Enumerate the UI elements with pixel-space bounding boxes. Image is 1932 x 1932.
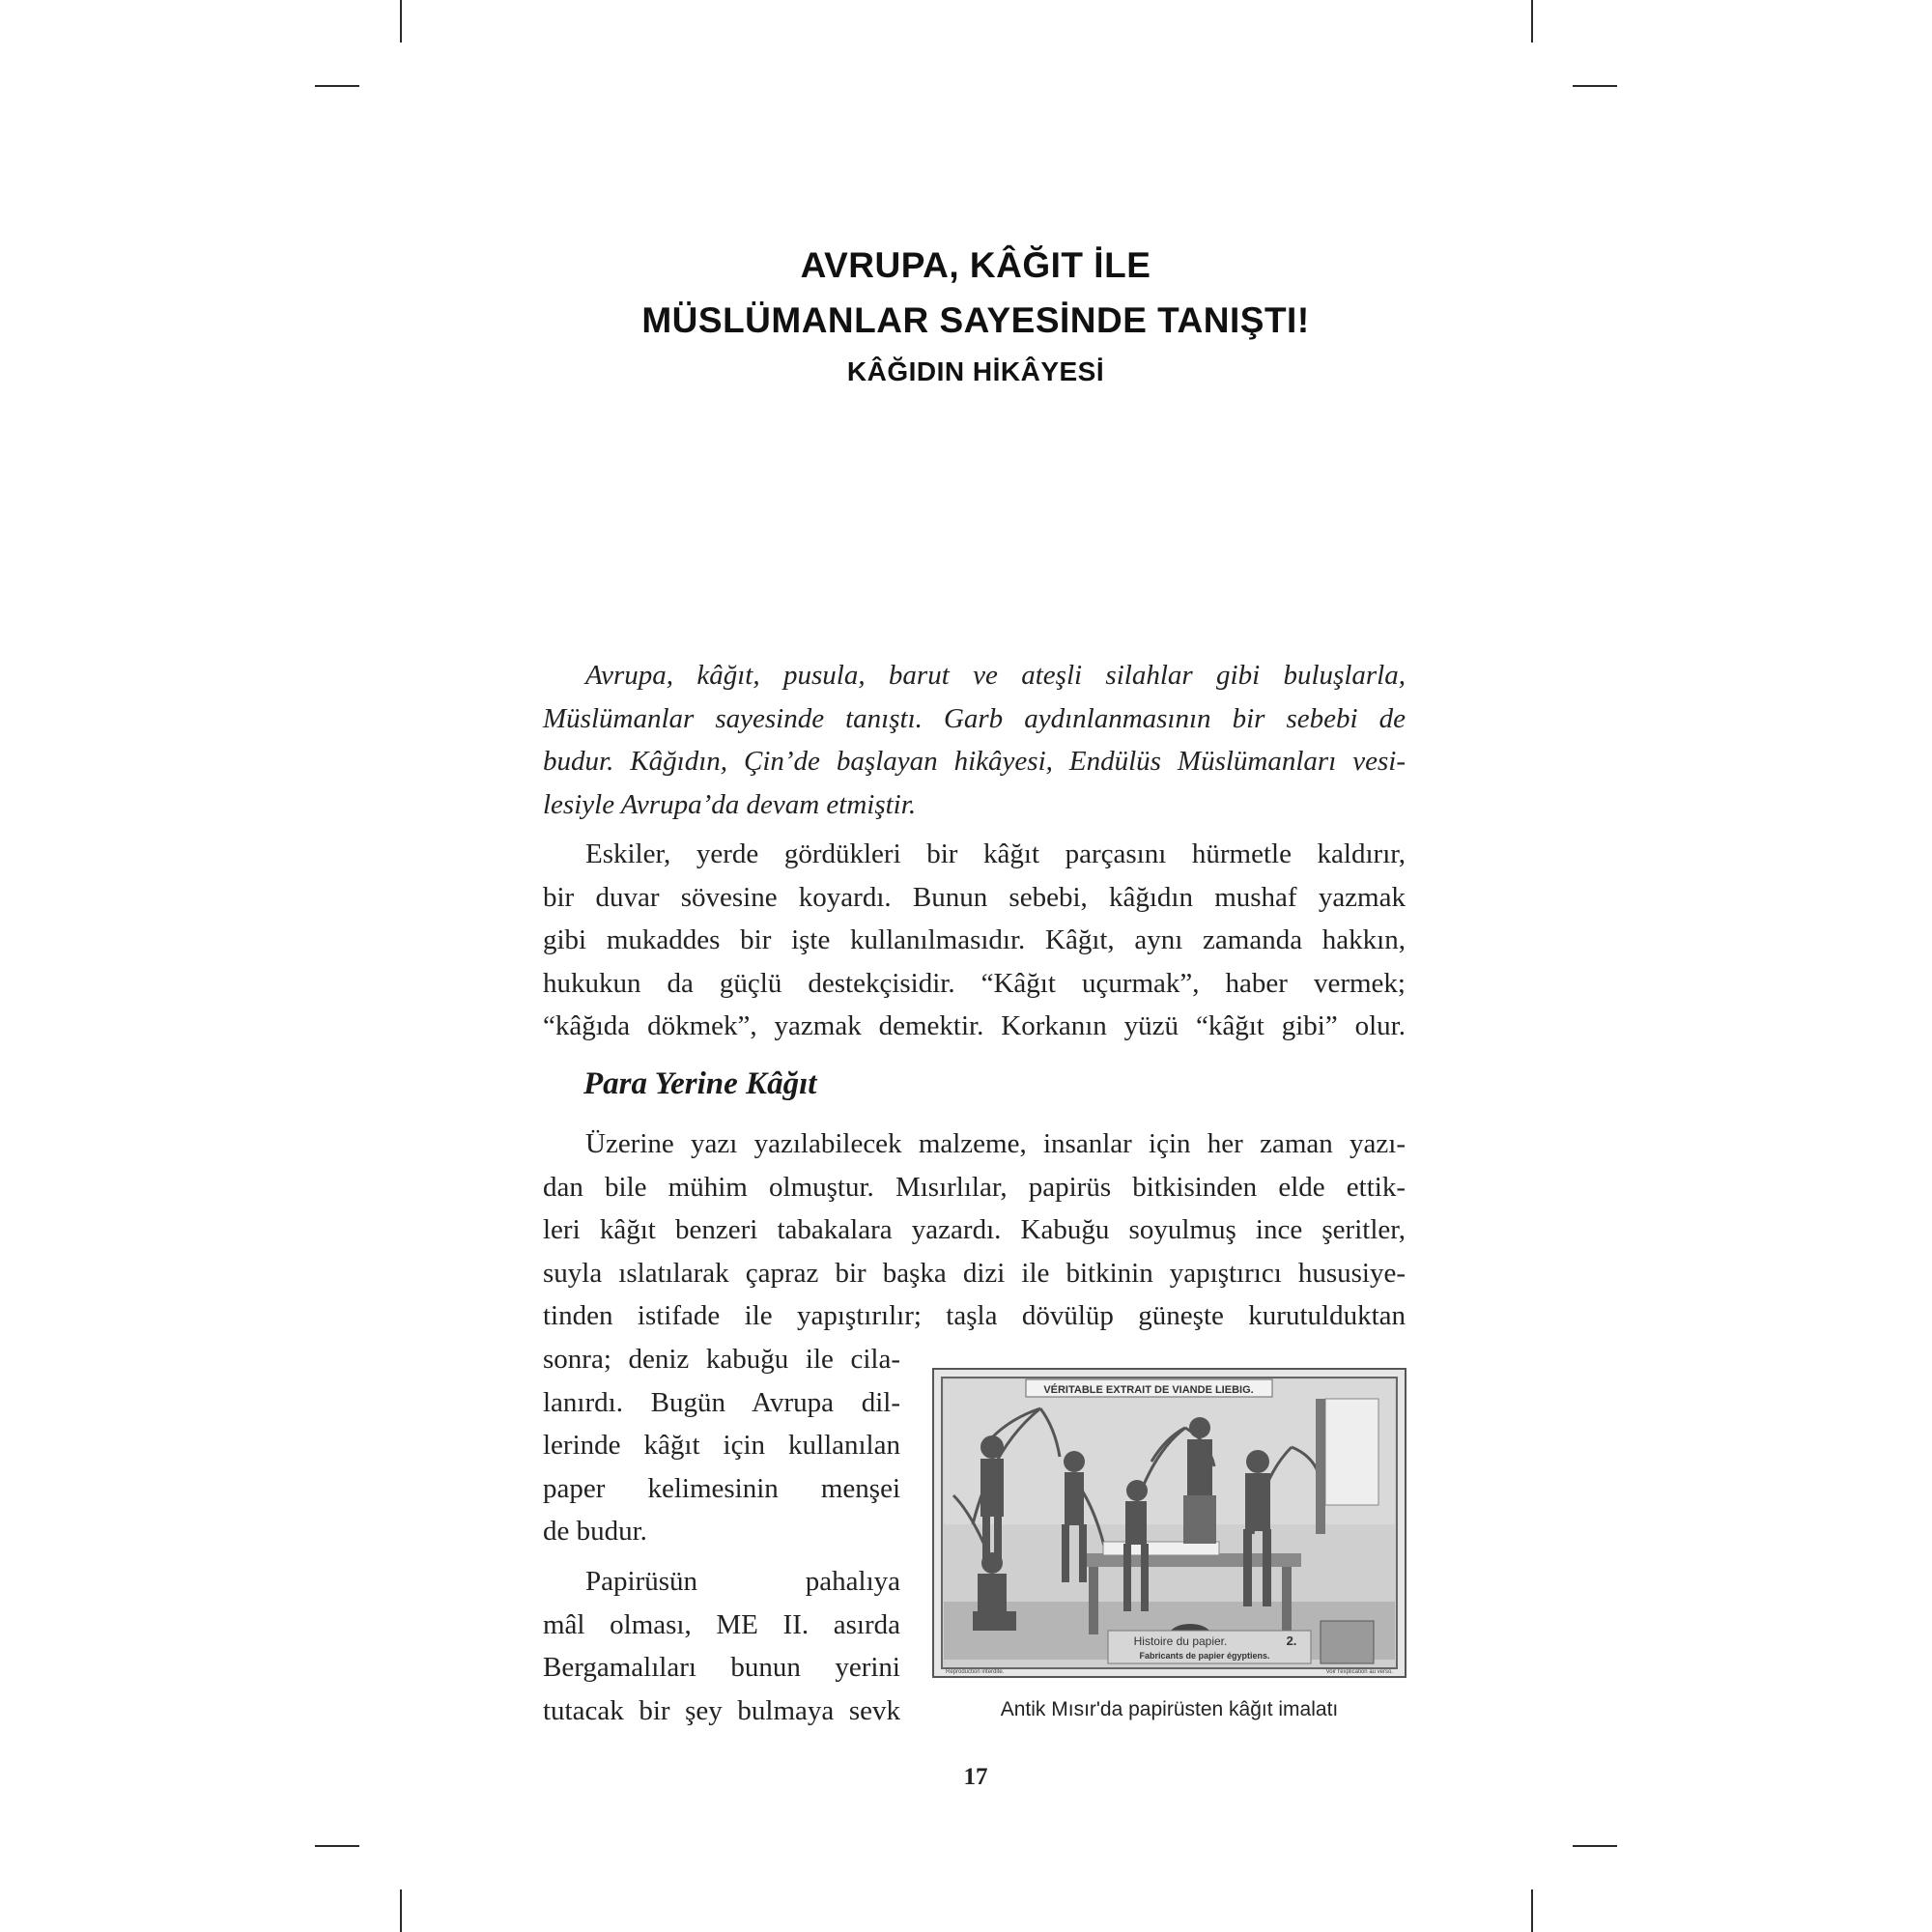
intro-line: lesiyle Avrupa’da devam etmiştir. <box>543 788 917 820</box>
illustration-footer-right: Voir l’explication au verso. <box>1325 1669 1393 1675</box>
body-line: Eskiler, yerde gördükleri bir kâğıt parçasını hürmetle kaldırır, <box>585 838 1406 869</box>
illustration-banner-text: VÉRITABLE EXTRAIT DE VIANDE LIEBIG. <box>1043 1384 1254 1396</box>
body-line: tutacak bir şey bulmaya sevk <box>543 1694 900 1726</box>
chapter-title <box>541 238 1410 396</box>
chapter-subtitle: KÂĞIDIN HİKÂYESİ <box>846 356 1105 386</box>
figure-caption: Antik Mısır'da papirüsten kâğıt imalatı <box>1000 1698 1339 1720</box>
intro-line: budur. Kâğıdın, Çin’de başlayan hikâyesi, Endülüs Müslümanları vesi- <box>543 746 1406 778</box>
crop-mark-top-left <box>400 0 402 43</box>
illustration-artwork <box>934 1370 1405 1676</box>
body-line: paper kelimesinin menşei <box>543 1472 900 1504</box>
illustration-papyrus-making <box>932 1368 1406 1678</box>
body-line: bir duvar sövesine koyardı. Bunun sebebi, kâğıdın mushaf yazmak <box>543 881 1406 913</box>
body-paragraph-2-continued <box>543 1338 900 1553</box>
body-line: Bergamalıları bunun yerini <box>543 1652 900 1684</box>
illustration-number-text: 2. <box>1286 1634 1297 1648</box>
body-line: dan bile mühim olmuştur. Mısırlılar, papirüs bitkisinden elde ettik- <box>543 1171 1406 1203</box>
title-line-2: MÜSLÜMANLAR SAYESİNDE TANIŞTI! <box>641 300 1310 340</box>
illustration-title-text: Histoire du papier. <box>1133 1634 1228 1648</box>
body-line: hukukun da güçlü destekçisidir. “Kâğıt uçurmak”, haber vermek; <box>543 967 1406 999</box>
illustration-footer-left: Reproduction interdite. <box>946 1669 1005 1675</box>
body-paragraph-2 <box>543 1122 1406 1338</box>
intro-line: Müslümanlar sayesinde tanıştı. Garb aydınlanmasının bir sebebi de <box>543 702 1406 734</box>
body-line: mâl olması, ME II. asırda <box>543 1608 900 1640</box>
section-heading: Para Yerine Kâğıt <box>583 1066 817 1101</box>
crop-mark-bottom-left <box>400 1889 402 1932</box>
intro-line: Avrupa, kâğıt, pusula, barut ve ateşli silahlar gibi buluşlarla, <box>585 660 1406 691</box>
body-line: sonra; deniz kabuğu ile cila- <box>543 1344 900 1375</box>
crop-mark-bottom-left-h <box>315 1845 359 1847</box>
body-line: Üzerine yazı yazılabilecek malzeme, insanlar için her zaman yazı- <box>585 1128 1406 1159</box>
body-line: leri kâğıt benzeri tabakalara yazardı. Kabuğu soyulmuş ince şeritler, <box>543 1214 1406 1246</box>
crop-mark-top-left-h <box>315 85 359 87</box>
body-line: “kâğıda dökmek”, yazmak demektir. Korkanın yüzü “kâğıt gibi” olur. <box>543 1010 1406 1042</box>
body-line: de budur. <box>543 1516 647 1548</box>
body-line: lanırdı. Bugün Avrupa dil- <box>543 1386 900 1418</box>
body-paragraph-1 <box>543 833 1406 1048</box>
crop-mark-top-right <box>1531 0 1533 43</box>
body-line: suyla ıslatılarak çapraz bir başka dizi ile bitkinin yapıştırıcı hususiye- <box>543 1257 1406 1289</box>
body-paragraph-3 <box>543 1560 900 1732</box>
page-number: 17 <box>963 1764 988 1790</box>
body-line: gibi mukaddes bir işte kullanılmasıdır. Kâğıt, aynı zamanda hakkın, <box>543 924 1406 956</box>
crop-mark-top-right-h <box>1573 85 1617 87</box>
body-line: Papirüsün pahalıya <box>585 1566 900 1597</box>
crop-mark-bottom-right <box>1531 1889 1533 1932</box>
crop-mark-bottom-right-h <box>1573 1845 1617 1847</box>
body-line: tinden istifade ile yapıştırılır; taşla dövülüp güneşte kurutulduktan <box>543 1300 1406 1332</box>
body-line: lerinde kâğıt için kullanılan <box>543 1430 900 1462</box>
title-line-1: AVRUPA, KÂĞIT İLE <box>800 245 1151 285</box>
intro-paragraph <box>543 654 1406 826</box>
illustration-subtitle-text: Fabricants de papier égyptiens. <box>1139 1651 1270 1661</box>
